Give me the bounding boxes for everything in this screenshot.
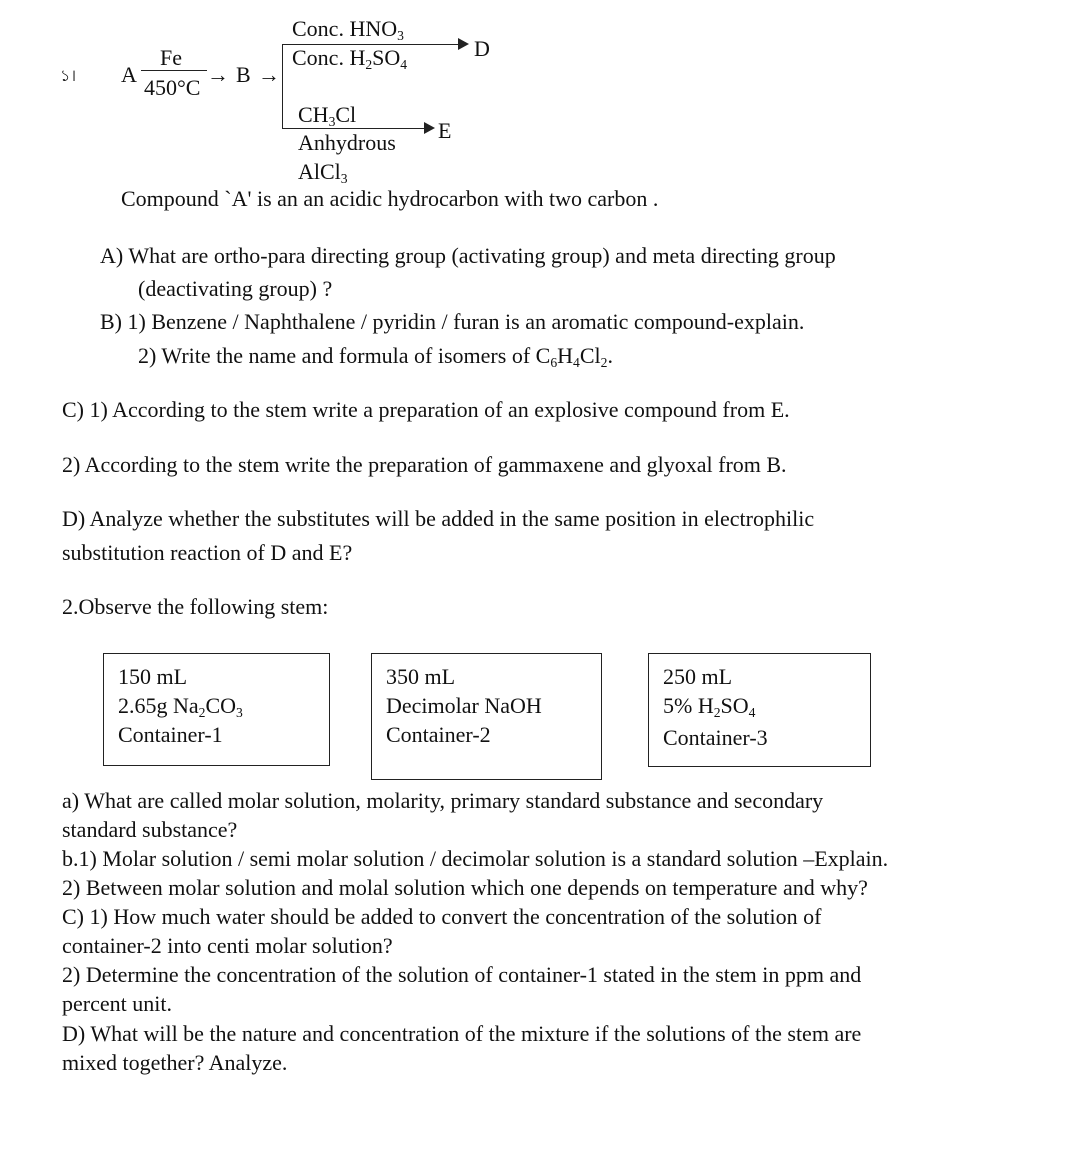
- container-3-volume: 250 mL: [663, 664, 733, 689]
- container-2-volume: 350 mL: [386, 664, 456, 689]
- reaction-arrow-1: →: [207, 62, 229, 87]
- q1-part-a-line2: (deactivating group) ?: [138, 276, 333, 301]
- q2-part-a-line1: a) What are called molar solution, molarity, primary standard substance and secondary: [62, 788, 824, 813]
- q1-part-c1: C) 1) According to the stem write a preparation of an explosive compound from E.: [62, 397, 790, 422]
- question-number-mark: ১।: [60, 66, 77, 85]
- q1-part-d-line2: substitution reaction of D and E?: [62, 540, 353, 565]
- arrowhead-to-d: [458, 38, 469, 50]
- container-1-volume: 150 mL: [118, 664, 188, 689]
- product-e-label: E: [438, 118, 452, 143]
- container-3-label: Container-3: [663, 725, 768, 751]
- reagent-anhydrous: Anhydrous: [298, 130, 396, 155]
- container-1-solute: 2.65g $Na_2CO_3$: [118, 693, 243, 720]
- reagent-alcl3: AlCl$_3$: [298, 159, 348, 186]
- q1-part-d-line1: D) Analyze whether the substitutes will be added in the same position in electrophilic: [62, 506, 815, 531]
- compound-b-label: B: [236, 62, 251, 87]
- q2-part-c2-line2: percent unit.: [62, 991, 172, 1016]
- catalyst-bar: [141, 70, 207, 71]
- container-2-box: [371, 653, 602, 780]
- container-2-label: Container-2: [386, 722, 491, 748]
- reaction-arrow-2: →: [258, 62, 280, 87]
- q2-part-c2-line1: 2) Determine the concentration of the solution of container-1 stated in the stem in ppm and: [62, 962, 862, 987]
- reagent-ch3cl: $CH_3Cl$: [298, 102, 357, 129]
- q2-part-b1: b.1) Molar solution / semi molar solution / decimolar solution is a standard solution –Explain.: [62, 846, 889, 871]
- q1-part-b2: 2) Write the name and formula of isomers of $C_6H_4Cl_2$.: [138, 343, 613, 370]
- temperature-label: 450°C: [144, 75, 201, 100]
- reagent-conc-h2so4: Conc. $H_2SO_4$: [292, 45, 408, 72]
- q1-part-b1: B) 1) Benzene / Naphthalene / pyridin / furan is an aromatic compound-explain.: [100, 309, 805, 334]
- q2-part-b2: 2) Between molar solution and molal solution which one depends on temperature and why?: [62, 875, 868, 900]
- q1-part-c2: 2) According to the stem write the preparation of gammaxene and glyoxal from B.: [62, 452, 787, 477]
- reagent-conc-hno3: Conc. $HNO_3$: [292, 16, 404, 43]
- q2-part-d-line2: mixed together? Analyze.: [62, 1050, 288, 1075]
- container-2-solution: Decimolar NaOH: [386, 693, 542, 719]
- branch-vertical-line: [282, 44, 283, 128]
- container-3-solution: 5% $H_2SO_4$: [663, 693, 756, 720]
- container-1-label: Container-1: [118, 722, 223, 748]
- q2-part-d-line1: D) What will be the nature and concentration of the mixture if the solutions of the stem are: [62, 1021, 862, 1046]
- catalyst-fe-label: Fe: [160, 45, 182, 70]
- q2-part-a-line2: standard substance?: [62, 817, 238, 842]
- q2-part-c1-line1: C) 1) How much water should be added to convert the concentration of the solution of: [62, 904, 822, 929]
- product-d-label: D: [474, 36, 490, 61]
- container-3-box: [648, 653, 871, 767]
- compound-a-label: A: [121, 62, 137, 87]
- arrowhead-to-e: [424, 122, 435, 134]
- container-1-box: [103, 653, 330, 766]
- q2-title: 2.Observe the following stem:: [62, 594, 329, 619]
- q1-part-a-line1: A) What are ortho-para directing group (activating group) and meta directing group: [100, 243, 836, 268]
- q2-part-c1-line2: container-2 into centi molar solution?: [62, 933, 393, 958]
- stem-note: Compound `A' is an an acidic hydrocarbon with two carbon .: [121, 186, 659, 211]
